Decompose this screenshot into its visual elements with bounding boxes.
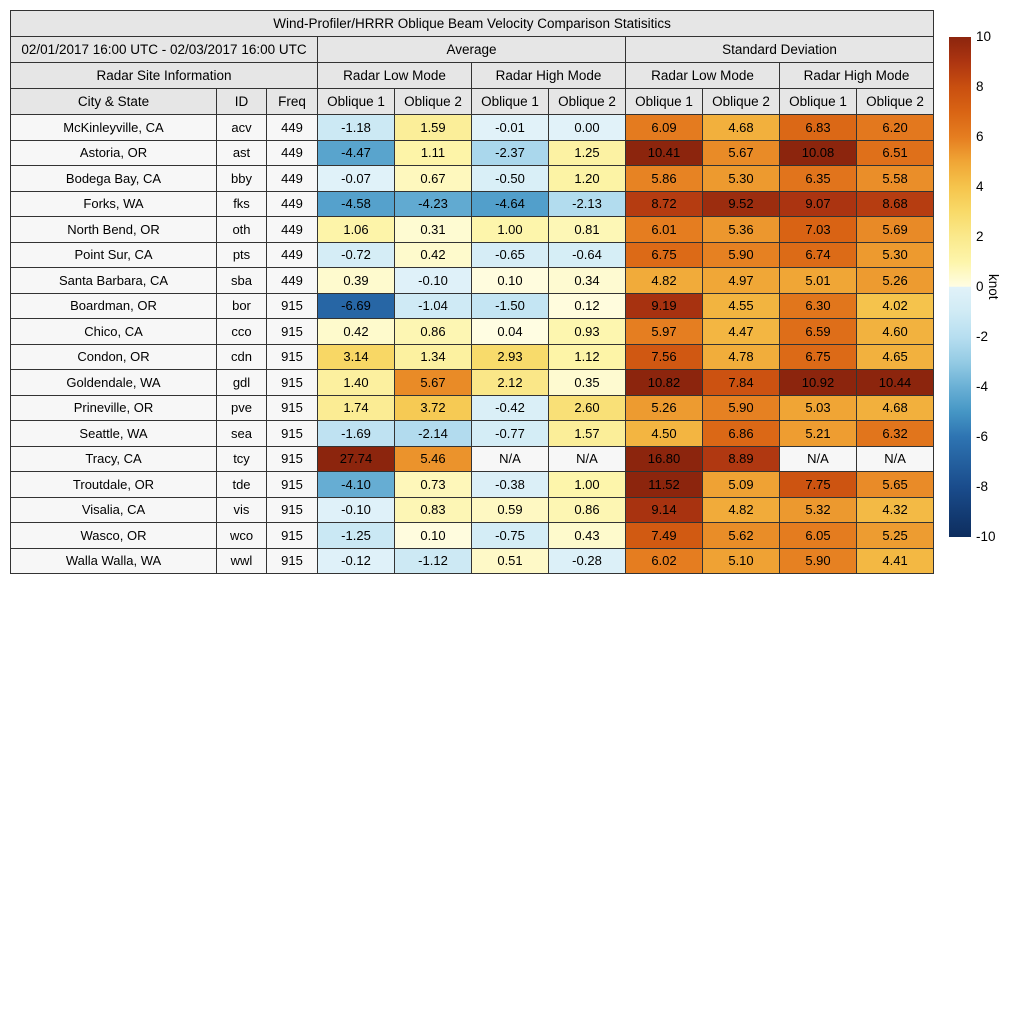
table-row <box>11 370 934 396</box>
city-cell: Tracy, CA <box>11 446 217 472</box>
value-cell: 5.46 <box>395 446 472 472</box>
value-cell: 7.56 <box>626 344 703 370</box>
value-cell: 5.26 <box>626 395 703 421</box>
value-cell: 6.09 <box>626 115 703 141</box>
city-cell: Prineville, OR <box>11 395 217 421</box>
colorbar-tick-label: -2 <box>976 329 989 344</box>
freq-cell: 915 <box>267 472 318 498</box>
value-cell: -0.12 <box>318 548 395 574</box>
table-row <box>11 548 934 574</box>
table-row <box>11 319 934 345</box>
value-cell: 0.12 <box>549 293 626 319</box>
value-cell: 6.75 <box>626 242 703 268</box>
value-cell: 6.05 <box>780 523 857 549</box>
table-row <box>11 191 934 217</box>
site-id-cell: cdn <box>217 344 267 370</box>
city-state-header: City & State <box>11 89 217 115</box>
value-cell: 8.72 <box>626 191 703 217</box>
stats-table <box>10 10 934 574</box>
value-cell: 0.34 <box>549 268 626 294</box>
table-row <box>11 497 934 523</box>
value-cell: 6.75 <box>780 344 857 370</box>
site-id-cell: pts <box>217 242 267 268</box>
value-cell: -4.64 <box>472 191 549 217</box>
average-group-header: Average <box>318 37 626 63</box>
date-range: 02/01/2017 16:00 UTC - 02/03/2017 16:00 UTC <box>11 37 318 63</box>
site-id-cell: tde <box>217 472 267 498</box>
value-cell: 4.47 <box>703 319 780 345</box>
value-cell: 0.39 <box>318 268 395 294</box>
site-id-cell: oth <box>217 217 267 243</box>
freq-cell: 449 <box>267 140 318 166</box>
value-cell: 10.82 <box>626 370 703 396</box>
value-cell: 5.36 <box>703 217 780 243</box>
value-cell: -0.10 <box>318 497 395 523</box>
value-cell: 0.43 <box>549 523 626 549</box>
city-cell: Boardman, OR <box>11 293 217 319</box>
value-cell: 1.00 <box>472 217 549 243</box>
city-cell: Walla Walla, WA <box>11 548 217 574</box>
oblique1-header: Oblique 1 <box>626 89 703 115</box>
colorbar-tick-label: -10 <box>976 529 996 544</box>
value-cell: 0.83 <box>395 497 472 523</box>
city-cell: McKinleyville, CA <box>11 115 217 141</box>
oblique2-header: Oblique 2 <box>395 89 472 115</box>
freq-cell: 915 <box>267 548 318 574</box>
freq-header: Freq <box>267 89 318 115</box>
value-cell: 1.11 <box>395 140 472 166</box>
value-cell: -0.38 <box>472 472 549 498</box>
site-id-cell: vis <box>217 497 267 523</box>
value-cell: 5.67 <box>395 370 472 396</box>
value-cell: 5.65 <box>857 472 934 498</box>
site-id-cell: bby <box>217 166 267 192</box>
value-cell: 0.42 <box>318 319 395 345</box>
value-cell: -2.13 <box>549 191 626 217</box>
value-cell: 10.08 <box>780 140 857 166</box>
figure-title: Wind-Profiler/HRRR Oblique Beam Velocity Comparison Statisitics <box>11 11 934 37</box>
value-cell: 0.10 <box>395 523 472 549</box>
value-cell: 5.62 <box>703 523 780 549</box>
oblique2-header: Oblique 2 <box>703 89 780 115</box>
freq-cell: 915 <box>267 446 318 472</box>
value-cell: 1.74 <box>318 395 395 421</box>
value-cell: 0.93 <box>549 319 626 345</box>
table-row <box>11 115 934 141</box>
value-cell: -4.58 <box>318 191 395 217</box>
colorbar-tick-label: 6 <box>976 129 984 144</box>
value-cell: -4.23 <box>395 191 472 217</box>
value-cell: 7.03 <box>780 217 857 243</box>
value-cell: 10.44 <box>857 370 934 396</box>
colorbar-tick-label: 0 <box>976 279 984 294</box>
value-cell: 4.82 <box>703 497 780 523</box>
freq-cell: 915 <box>267 319 318 345</box>
city-cell: Forks, WA <box>11 191 217 217</box>
value-cell: 5.01 <box>780 268 857 294</box>
table-row <box>11 268 934 294</box>
city-cell: Point Sur, CA <box>11 242 217 268</box>
freq-cell: 449 <box>267 115 318 141</box>
colorbar-tick-label: -6 <box>976 429 989 444</box>
freq-cell: 449 <box>267 166 318 192</box>
value-cell: 9.19 <box>626 293 703 319</box>
title-row <box>11 11 934 37</box>
value-cell: 4.50 <box>626 421 703 447</box>
value-cell: 5.86 <box>626 166 703 192</box>
colorbar-tick-label: -8 <box>976 479 989 494</box>
value-cell: 4.65 <box>857 344 934 370</box>
oblique2-header: Oblique 2 <box>549 89 626 115</box>
column-header-row <box>11 89 934 115</box>
value-cell: 0.35 <box>549 370 626 396</box>
value-cell: 4.68 <box>857 395 934 421</box>
value-cell: -0.42 <box>472 395 549 421</box>
value-cell: 0.86 <box>395 319 472 345</box>
value-cell: 0.86 <box>549 497 626 523</box>
colorbar-tick-label: 2 <box>976 229 984 244</box>
value-cell: 6.51 <box>857 140 934 166</box>
value-cell: 16.80 <box>626 446 703 472</box>
value-cell: 7.84 <box>703 370 780 396</box>
value-cell: 5.67 <box>703 140 780 166</box>
table-row <box>11 344 934 370</box>
value-cell: -1.12 <box>395 548 472 574</box>
value-cell: 5.09 <box>703 472 780 498</box>
value-cell: -1.69 <box>318 421 395 447</box>
city-cell: Goldendale, WA <box>11 370 217 396</box>
std-group-header: Standard Deviation <box>626 37 934 63</box>
value-cell: -0.10 <box>395 268 472 294</box>
value-cell: -0.77 <box>472 421 549 447</box>
table-row <box>11 217 934 243</box>
value-cell: 0.10 <box>472 268 549 294</box>
city-cell: Wasco, OR <box>11 523 217 549</box>
value-cell: 5.26 <box>857 268 934 294</box>
table-row <box>11 472 934 498</box>
city-cell: Troutdale, OR <box>11 472 217 498</box>
oblique1-header: Oblique 1 <box>318 89 395 115</box>
site-id-cell: bor <box>217 293 267 319</box>
freq-cell: 915 <box>267 421 318 447</box>
table-row <box>11 395 934 421</box>
value-cell: 1.25 <box>549 140 626 166</box>
value-cell: -0.01 <box>472 115 549 141</box>
value-cell: 4.32 <box>857 497 934 523</box>
value-cell: 5.69 <box>857 217 934 243</box>
value-cell: 6.83 <box>780 115 857 141</box>
value-cell: -0.75 <box>472 523 549 549</box>
freq-cell: 449 <box>267 191 318 217</box>
value-cell: 2.12 <box>472 370 549 396</box>
value-cell: -6.69 <box>318 293 395 319</box>
value-cell: -2.37 <box>472 140 549 166</box>
oblique1-header: Oblique 1 <box>780 89 857 115</box>
freq-cell: 915 <box>267 370 318 396</box>
value-cell: N/A <box>472 446 549 472</box>
city-cell: Seattle, WA <box>11 421 217 447</box>
value-cell: 4.55 <box>703 293 780 319</box>
value-cell: 6.20 <box>857 115 934 141</box>
value-cell: 7.75 <box>780 472 857 498</box>
value-cell: 0.73 <box>395 472 472 498</box>
value-cell: 1.40 <box>318 370 395 396</box>
colorbar-tick-label: 10 <box>976 29 992 44</box>
site-info-header: Radar Site Information <box>11 63 318 89</box>
value-cell: 7.49 <box>626 523 703 549</box>
value-cell: 9.52 <box>703 191 780 217</box>
colorbar-tick-label: 4 <box>976 179 984 194</box>
table-row <box>11 446 934 472</box>
group-header-row <box>11 37 934 63</box>
value-cell: 4.68 <box>703 115 780 141</box>
value-cell: 1.34 <box>395 344 472 370</box>
value-cell: 10.92 <box>780 370 857 396</box>
value-cell: 5.03 <box>780 395 857 421</box>
value-cell: 6.32 <box>857 421 934 447</box>
freq-cell: 915 <box>267 497 318 523</box>
site-id-cell: ast <box>217 140 267 166</box>
value-cell: -0.28 <box>549 548 626 574</box>
value-cell: 27.74 <box>318 446 395 472</box>
freq-cell: 915 <box>267 395 318 421</box>
value-cell: -1.50 <box>472 293 549 319</box>
site-id-cell: cco <box>217 319 267 345</box>
value-cell: -0.72 <box>318 242 395 268</box>
colorbar-tick-label: 8 <box>976 79 984 94</box>
value-cell: 8.89 <box>703 446 780 472</box>
value-cell: N/A <box>780 446 857 472</box>
value-cell: 6.59 <box>780 319 857 345</box>
value-cell: -4.10 <box>318 472 395 498</box>
value-cell: 1.06 <box>318 217 395 243</box>
value-cell: -0.64 <box>549 242 626 268</box>
freq-cell: 449 <box>267 242 318 268</box>
table-row <box>11 242 934 268</box>
value-cell: 5.90 <box>703 395 780 421</box>
table-row <box>11 293 934 319</box>
avg-high-mode-header: Radar High Mode <box>472 63 626 89</box>
value-cell: 11.52 <box>626 472 703 498</box>
value-cell: 0.67 <box>395 166 472 192</box>
table-row <box>11 523 934 549</box>
value-cell: -0.07 <box>318 166 395 192</box>
value-cell: 1.20 <box>549 166 626 192</box>
colorbar-unit-label: knot <box>986 274 1001 300</box>
value-cell: 2.93 <box>472 344 549 370</box>
value-cell: 6.02 <box>626 548 703 574</box>
value-cell: 10.41 <box>626 140 703 166</box>
value-cell: 6.35 <box>780 166 857 192</box>
city-cell: North Bend, OR <box>11 217 217 243</box>
id-header: ID <box>217 89 267 115</box>
freq-cell: 915 <box>267 523 318 549</box>
value-cell: 5.97 <box>626 319 703 345</box>
table-row <box>11 421 934 447</box>
colorbar-tick-label: -4 <box>976 379 989 394</box>
value-cell: 0.31 <box>395 217 472 243</box>
freq-cell: 449 <box>267 217 318 243</box>
city-cell: Bodega Bay, CA <box>11 166 217 192</box>
value-cell: 6.01 <box>626 217 703 243</box>
value-cell: 0.51 <box>472 548 549 574</box>
value-cell: 5.10 <box>703 548 780 574</box>
site-id-cell: wwl <box>217 548 267 574</box>
oblique2-header: Oblique 2 <box>857 89 934 115</box>
value-cell: 3.14 <box>318 344 395 370</box>
mode-header-row <box>11 63 934 89</box>
value-cell: 1.00 <box>549 472 626 498</box>
value-cell: 5.30 <box>857 242 934 268</box>
site-id-cell: pve <box>217 395 267 421</box>
table-row <box>11 166 934 192</box>
city-cell: Santa Barbara, CA <box>11 268 217 294</box>
site-id-cell: sba <box>217 268 267 294</box>
value-cell: 0.42 <box>395 242 472 268</box>
value-cell: N/A <box>549 446 626 472</box>
value-cell: 4.97 <box>703 268 780 294</box>
value-cell: 1.12 <box>549 344 626 370</box>
value-cell: 0.81 <box>549 217 626 243</box>
value-cell: 4.02 <box>857 293 934 319</box>
freq-cell: 915 <box>267 293 318 319</box>
value-cell: -0.65 <box>472 242 549 268</box>
value-cell: 6.30 <box>780 293 857 319</box>
city-cell: Visalia, CA <box>11 497 217 523</box>
value-cell: 4.78 <box>703 344 780 370</box>
site-id-cell: gdl <box>217 370 267 396</box>
city-cell: Condon, OR <box>11 344 217 370</box>
value-cell: 1.59 <box>395 115 472 141</box>
freq-cell: 449 <box>267 268 318 294</box>
table-row <box>11 140 934 166</box>
value-cell: 6.74 <box>780 242 857 268</box>
value-cell: 9.14 <box>626 497 703 523</box>
value-cell: 4.60 <box>857 319 934 345</box>
value-cell: 5.32 <box>780 497 857 523</box>
value-cell: 6.86 <box>703 421 780 447</box>
value-cell: 1.57 <box>549 421 626 447</box>
value-cell: -1.25 <box>318 523 395 549</box>
oblique1-header: Oblique 1 <box>472 89 549 115</box>
value-cell: 2.60 <box>549 395 626 421</box>
value-cell: 5.90 <box>780 548 857 574</box>
city-cell: Chico, CA <box>11 319 217 345</box>
city-cell: Astoria, OR <box>11 140 217 166</box>
value-cell: -2.14 <box>395 421 472 447</box>
value-cell: 3.72 <box>395 395 472 421</box>
value-cell: 5.90 <box>703 242 780 268</box>
std-low-mode-header: Radar Low Mode <box>626 63 780 89</box>
value-cell: 8.68 <box>857 191 934 217</box>
value-cell: 0.00 <box>549 115 626 141</box>
value-cell: -4.47 <box>318 140 395 166</box>
site-id-cell: acv <box>217 115 267 141</box>
value-cell: 5.30 <box>703 166 780 192</box>
value-cell: 4.41 <box>857 548 934 574</box>
site-id-cell: wco <box>217 523 267 549</box>
value-cell: -0.50 <box>472 166 549 192</box>
value-cell: -1.18 <box>318 115 395 141</box>
std-high-mode-header: Radar High Mode <box>780 63 934 89</box>
value-cell: 5.58 <box>857 166 934 192</box>
site-id-cell: sea <box>217 421 267 447</box>
value-cell: 4.82 <box>626 268 703 294</box>
site-id-cell: tcy <box>217 446 267 472</box>
value-cell: N/A <box>857 446 934 472</box>
value-cell: 5.25 <box>857 523 934 549</box>
freq-cell: 915 <box>267 344 318 370</box>
site-id-cell: fks <box>217 191 267 217</box>
value-cell: 5.21 <box>780 421 857 447</box>
value-cell: 0.59 <box>472 497 549 523</box>
value-cell: -1.04 <box>395 293 472 319</box>
colorbar <box>949 37 971 537</box>
avg-low-mode-header: Radar Low Mode <box>318 63 472 89</box>
value-cell: 0.04 <box>472 319 549 345</box>
value-cell: 9.07 <box>780 191 857 217</box>
